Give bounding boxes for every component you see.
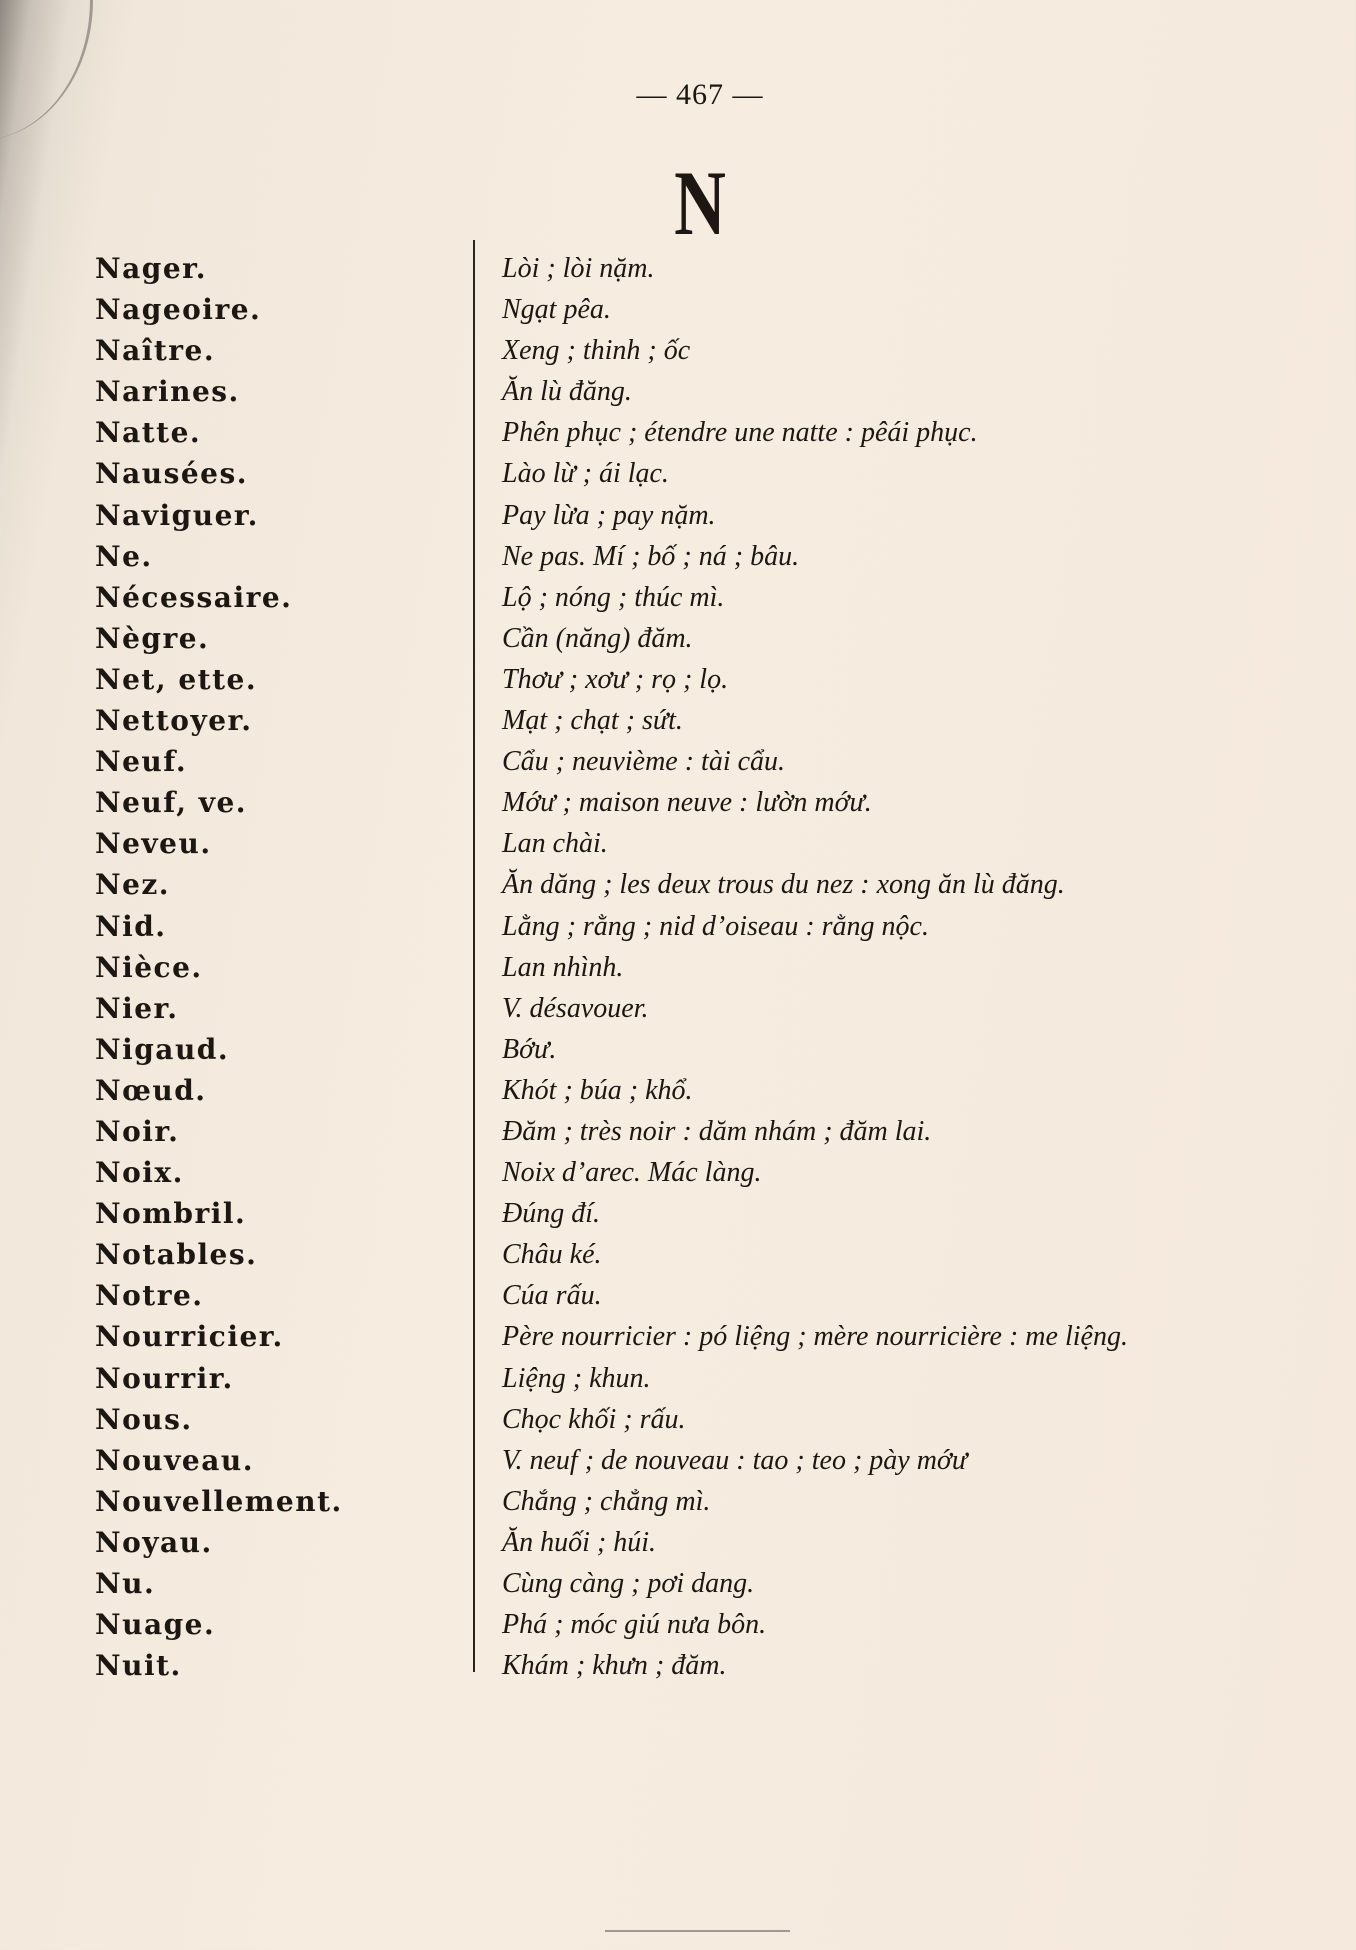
entry-term: Neveu. — [95, 827, 212, 861]
entry-definition: Cần (năng) đăm. — [502, 622, 693, 654]
entry-row — [0, 1111, 1356, 1152]
entry-definition: V. neuf ; de nouveau : tao ; teo ; pày mớư — [502, 1444, 968, 1476]
entry-row — [0, 947, 1356, 988]
entry-term: Nager. — [95, 252, 208, 285]
entry-definition: Ngạt pêa. — [502, 294, 611, 326]
entry-term: Nigaud. — [95, 1032, 230, 1066]
entry-term: Nouveau. — [95, 1443, 254, 1477]
page-number: — 467 — — [636, 78, 764, 111]
entry-row — [0, 782, 1356, 823]
entry-row — [0, 536, 1356, 577]
entry-term: Net, ette. — [95, 662, 258, 696]
entry-row — [0, 371, 1356, 412]
entry-term: Nègre. — [95, 621, 210, 655]
entry-term: Nuage. — [95, 1608, 216, 1642]
entry-row — [0, 412, 1356, 453]
entry-term: Neuf. — [95, 745, 188, 779]
entry-definition: Liệng ; khun. — [502, 1362, 651, 1394]
entry-row — [0, 1358, 1356, 1399]
entry-row — [0, 1275, 1356, 1316]
entry-term: Naviguer. — [95, 498, 259, 532]
entry-term: Nu. — [95, 1567, 156, 1600]
entry-term: Nier. — [95, 991, 179, 1025]
entry-term: Nœud. — [95, 1073, 207, 1107]
entry-term: Nettoyer. — [95, 704, 253, 738]
entry-term: Nausées. — [95, 457, 248, 491]
entry-definition: Ăn huối ; húi. — [502, 1526, 656, 1558]
entry-row — [0, 700, 1356, 741]
entry-row — [0, 577, 1356, 618]
entry-definition: Khót ; búa ; khổ. — [502, 1074, 693, 1106]
entry-definition: Lan chài. — [502, 828, 608, 860]
entry-definition: Cúa rấu. — [502, 1280, 602, 1312]
entry-row — [0, 1604, 1356, 1645]
entry-definition: Phên phục ; étendre une natte : pêái phục. — [502, 417, 978, 449]
entry-definition: Đăm ; très noir : dăm nhám ; đăm lai. — [502, 1115, 932, 1147]
entry-definition: Thơư ; xơư ; rọ ; lọ. — [502, 663, 729, 695]
entry-definition: Mớư ; maison neuve : lườn mớư. — [502, 787, 872, 819]
entry-row — [0, 906, 1356, 947]
entry-definition: Lòi ; lòi nặm. — [502, 253, 655, 284]
entry-definition: Ăn dăng ; les deux trous du nez : xong ăn lù đăng. — [502, 869, 1065, 901]
entry-definition: Ne pas. Mí ; bố ; ná ; bâu. — [502, 540, 800, 572]
entry-row — [0, 618, 1356, 659]
entry-row — [0, 1522, 1356, 1563]
entry-definition: Ăn lù đăng. — [502, 376, 632, 408]
entry-definition: Père nourricier : pó liệng ; mère nourricière : me liệng. — [502, 1321, 1128, 1353]
entry-row — [0, 289, 1356, 330]
entry-term: Nourrir. — [95, 1361, 234, 1395]
entry-definition: Lộ ; nóng ; thúc mì. — [502, 581, 725, 613]
entry-term: Nouvellement. — [95, 1484, 343, 1518]
entry-row — [0, 1316, 1356, 1357]
entry-term: Noyau. — [95, 1525, 213, 1559]
entry-row — [0, 741, 1356, 782]
entry-row — [0, 1440, 1356, 1481]
entry-row — [0, 864, 1356, 905]
entry-term: Narines. — [95, 375, 240, 409]
entry-definition: Châu ké. — [502, 1239, 602, 1271]
entry-row — [0, 453, 1356, 494]
entry-term: Nourricier. — [95, 1320, 284, 1354]
entry-definition: Xeng ; thinh ; ốc — [502, 335, 691, 367]
dictionary-entries — [0, 248, 1356, 1686]
entry-row — [0, 1193, 1356, 1234]
entry-term: Naître. — [95, 334, 216, 368]
entry-row — [0, 1563, 1356, 1604]
entry-term: Neuf, ve. — [95, 786, 248, 820]
entry-row — [0, 988, 1356, 1029]
entry-row — [0, 1152, 1356, 1193]
entry-row — [0, 659, 1356, 700]
bottom-rule — [605, 1930, 790, 1932]
entry-definition: Lan nhình. — [502, 951, 624, 983]
entry-definition: Phá ; móc giú nưa bôn. — [502, 1609, 767, 1641]
entry-row — [0, 1070, 1356, 1111]
entry-definition: Mạt ; chạt ; sứt. — [502, 705, 683, 737]
entry-term: Noir. — [95, 1114, 180, 1148]
entry-definition: Đúng đí. — [502, 1198, 600, 1230]
entry-term: Noix. — [95, 1156, 184, 1190]
entry-row — [0, 248, 1356, 289]
entry-definition: Pay lừa ; pay nặm. — [502, 499, 716, 531]
entry-row — [0, 1645, 1356, 1686]
entry-term: Nid. — [95, 909, 167, 943]
entry-row — [0, 1399, 1356, 1440]
entry-definition: Noix d’arec. Mác làng. — [502, 1157, 762, 1189]
entry-term: Nombril. — [95, 1197, 247, 1231]
entry-row — [0, 823, 1356, 864]
entry-term: Nez. — [95, 868, 171, 902]
entry-definition: Khám ; khưn ; đăm. — [502, 1650, 727, 1682]
entry-row — [0, 330, 1356, 371]
entry-definition: Lào lừ ; ái lạc. — [502, 458, 669, 490]
entry-term: Nuit. — [95, 1649, 182, 1683]
entry-definition: V. désavouer. — [502, 992, 649, 1024]
entry-term: Nièce. — [95, 950, 203, 984]
entry-term: Notables. — [95, 1238, 258, 1272]
entry-row — [0, 1029, 1356, 1070]
entry-term: Notre. — [95, 1279, 204, 1313]
entry-row — [0, 1481, 1356, 1522]
entry-row — [0, 495, 1356, 536]
entry-term: Nageoire. — [95, 293, 262, 327]
entry-term: Ne. — [95, 539, 153, 573]
entry-definition: Chọc khối ; rấu. — [502, 1403, 686, 1435]
entry-definition: Lằng ; rằng ; nid d’oiseau : rằng nộc. — [502, 910, 929, 942]
entry-term: Natte. — [95, 416, 202, 450]
entry-definition: Chắng ; chẳng mì. — [502, 1485, 711, 1517]
entry-definition: Bớư. — [502, 1033, 557, 1065]
entry-definition: Cẩu ; neuvième : tài cẩu. — [502, 746, 786, 778]
entry-term: Nécessaire. — [95, 580, 293, 614]
entry-row — [0, 1234, 1356, 1275]
entry-definition: Cùng càng ; pơi dang. — [502, 1568, 755, 1599]
section-letter: N — [674, 152, 726, 254]
entry-term: Nous. — [95, 1402, 193, 1436]
